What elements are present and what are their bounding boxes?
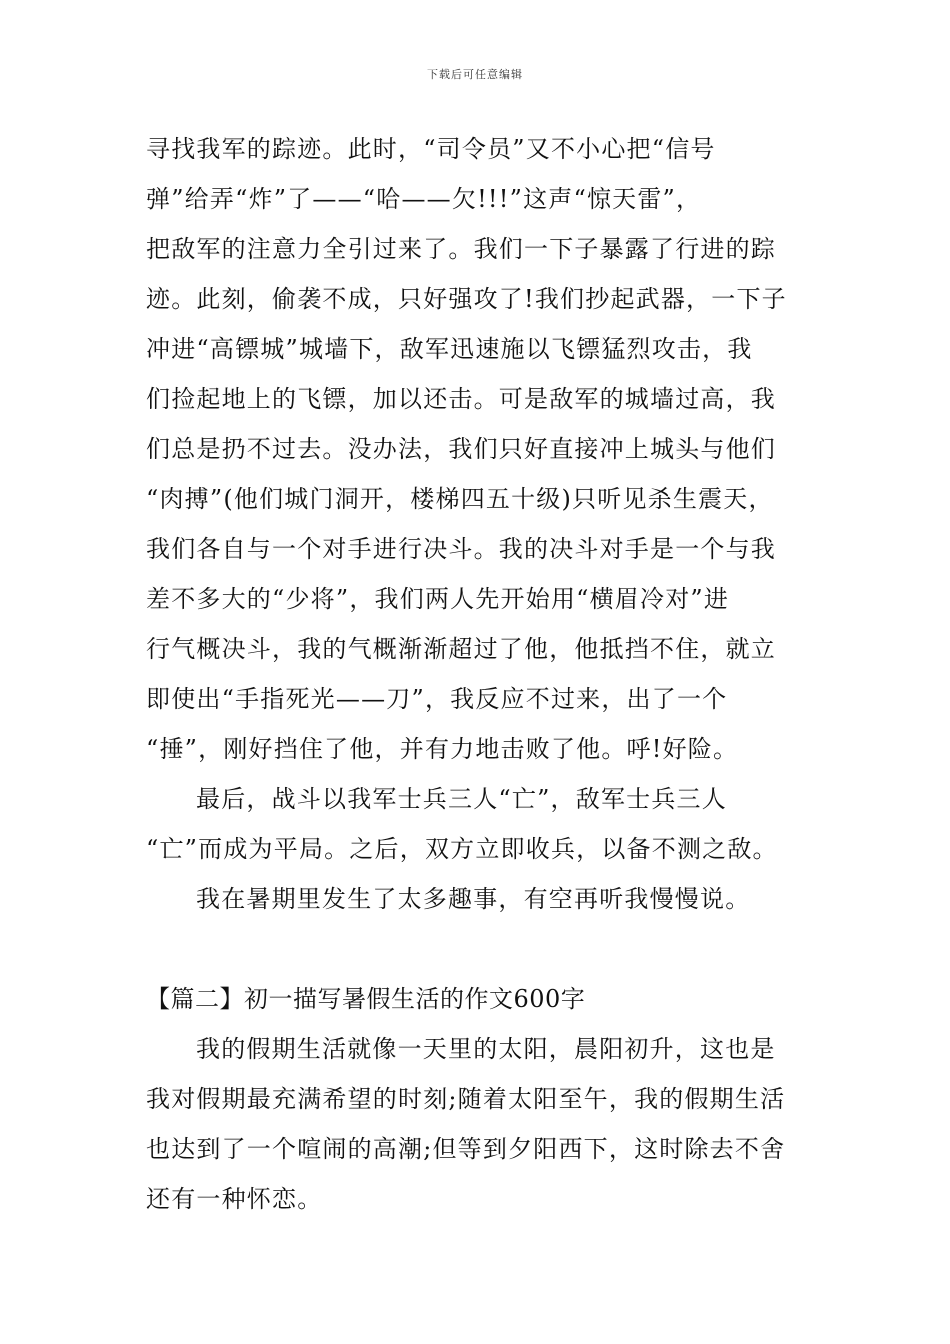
paragraph-line: 弹”给弄“炸”了——“哈——欠!!!”这声“惊天雷”，: [146, 185, 702, 213]
paragraph-line: “捶”，刚好挡住了他，并有力地击败了他。呼!好险。: [146, 735, 739, 763]
paragraph-line: 即使出“手指死光——刀”，我反应不过来，出了一个: [146, 685, 728, 713]
paragraph-line: 也达到了一个喧闹的高潮;但等到夕阳西下，这时除去不舍: [146, 1135, 786, 1163]
paragraph-line: 差不多大的“少将”，我们两人先开始用“横眉冷对”进: [146, 585, 730, 613]
section-heading: 【篇二】初一描写暑假生活的作文600字: [146, 985, 586, 1013]
paragraph-line: 我在暑期里发生了太多趣事，有空再听我慢慢说。: [196, 885, 751, 913]
paragraph-line: 冲进“高镖城”城墙下，敌军迅速施以飞镖猛烈攻击，我: [146, 335, 753, 363]
paragraph-line: 把敌军的注意力全引过来了。我们一下子暴露了行进的踪: [146, 235, 776, 263]
paragraph-line: 我们各自与一个对手进行决斗。我的决斗对手是一个与我: [146, 535, 776, 563]
paragraph-line: 迹。此刻，偷袭不成，只好强攻了!我们抄起武器，一下子: [146, 285, 787, 313]
paragraph-line: 行气概决斗，我的气概渐渐超过了他，他抵挡不住，就立: [146, 635, 776, 663]
paragraph-line: 最后，战斗以我军士兵三人“亡”，敌军士兵三人: [196, 785, 727, 813]
paragraph-line: 们捡起地上的飞镖，加以还击。可是敌军的城墙过高，我: [146, 385, 776, 413]
paragraph-line: “亡”而成为平局。之后，双方立即收兵，以备不测之敌。: [146, 835, 778, 863]
paragraph-line: “肉搏”(他们城门洞开，楼梯四五十级)只听见杀生震天，: [146, 485, 774, 513]
paragraph-line: 我的假期生活就像一天里的太阳，晨阳初升，这也是: [196, 1035, 776, 1063]
paragraph-line: 寻找我军的踪迹。此时，“司令员”又不小心把“信号: [146, 135, 716, 163]
paragraph-line: 们总是扔不过去。没办法，我们只好直接冲上城头与他们: [146, 435, 776, 463]
paragraph-line: 我对假期最充满希望的时刻;随着太阳至午，我的假期生活: [146, 1085, 786, 1113]
page-header: 下载后可任意编辑: [427, 68, 523, 81]
paragraph-line: 还有一种怀恋。: [146, 1185, 323, 1213]
